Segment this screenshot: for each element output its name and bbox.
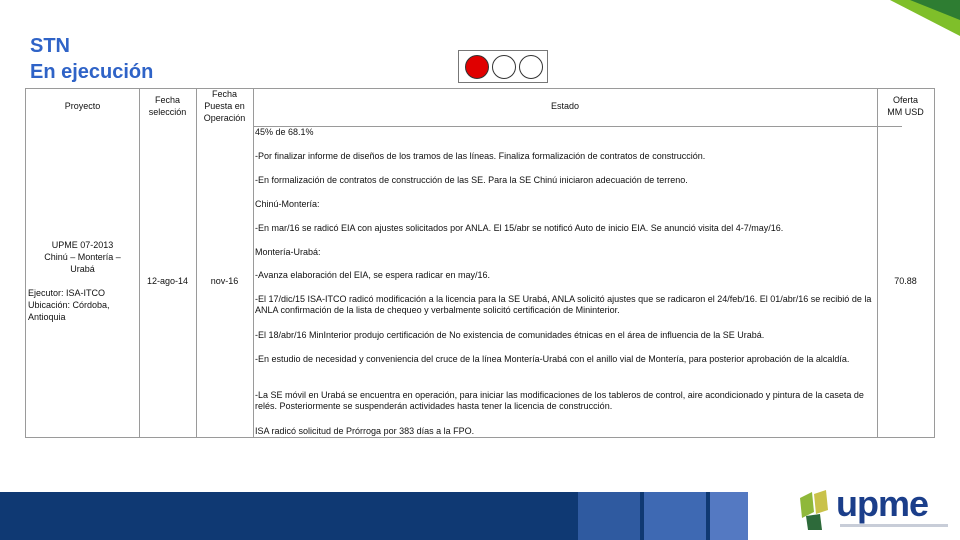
upme-logo: upme [836,483,929,524]
estado-item: -Avanza elaboración del EIA, se espera radicar en may/16. [255,270,490,280]
header-oferta-2: MM USD [887,107,924,117]
project-executor-2: Ubicación: Córdoba, [28,300,110,310]
fecha-seleccion-value: 12-ago-14 [146,276,189,286]
column-divider [139,89,140,437]
project-name-1: UPME 07-2013 [51,240,114,250]
estado-item: -En mar/16 se radicó EIA con ajustes solicitados por ANLA. El 15/abr se notificó Auto de inicio EIA. Se anunció visita del 4-7/may/16. [255,223,784,233]
column-divider [877,89,878,437]
project-executor-1: Ejecutor: ISA-ITCO [28,288,106,298]
header-estado: Estado [550,101,580,111]
estado-item: -La SE móvil en Urabá se encuentra en operación, para iniciar las modificaciones de los tableros de control, aire acondicionado y pintura de la caseta de relés. Posteriormente se suspenderán actividades hasta tener la licencia de construcción. [255,390,864,411]
project-executor-3: Antioquia [28,312,66,322]
status-light-2 [492,55,516,79]
header-fecha-seleccion-2: selección [148,107,187,117]
status-light-red [465,55,489,79]
page-title-line2: En ejecución [30,61,154,83]
project-name-2: Chinú – Montería – [44,252,121,262]
estado-subheading: Chinú-Montería: [255,199,320,209]
estado-note: ISA radicó solicitud de Prórroga por 383 días a la FPO. [255,426,475,436]
header-proyecto: Proyecto [64,101,101,111]
estado-item: -En estudio de necesidad y conveniencia del cruce de la línea Montería-Urabá con el anillo vial de Montería, para posterior aprobación de la alcaldía. [255,354,850,364]
estado-item: -En formalización de contratos de construcción de las SE. Para la SE Chinú iniciaron adecuación de terreno. [255,175,688,185]
header-fecha-seleccion-1: Fecha [154,95,180,105]
project-table [25,88,935,438]
estado-item: -Por finalizar informe de diseños de los tramos de las líneas. Finaliza formalización de contratos de construcción. [255,151,706,161]
footer-block [710,492,750,540]
header-fecha-operacion-2: Puesta en [204,101,245,111]
fecha-operacion-value: nov-16 [210,276,239,286]
corner-decoration [890,0,960,36]
header-oferta-1: Oferta [892,95,918,105]
column-divider [253,89,254,437]
estado-progress: 45% de 68.1% [255,127,314,137]
project-name-3: Urabá [70,264,95,274]
status-traffic-lights [458,50,548,83]
footer-block [644,492,706,540]
estado-item: -El 18/abr/16 MinInterior produjo certificación de No existencia de comunidades étnicas en el área de influencia de la SE Urabá. [255,330,765,340]
header-fecha-operacion-3: Operación [203,113,246,123]
oferta-value: 70.88 [894,276,917,286]
logo-tagline-bar [840,524,948,527]
footer-block [578,492,640,540]
page-title-line1: STN [30,35,70,57]
status-light-3 [519,55,543,79]
estado-subheading: Montería-Urabá: [255,247,321,257]
column-divider [196,89,197,437]
estado-item: -El 17/dic/15 ISA-ITCO radicó modificación a la licencia para la SE Urabá, ANLA solicitó ajustes que se radicaron el 24/feb/16. El 01/abr/16 se recibió de la ANLA confirmación de la lista de chequeo y verbalmente solicitó certificación de Mininterior. [255,294,872,315]
header-fecha-operacion-1: Fecha [211,89,237,99]
upme-emblem-icon [796,488,834,532]
